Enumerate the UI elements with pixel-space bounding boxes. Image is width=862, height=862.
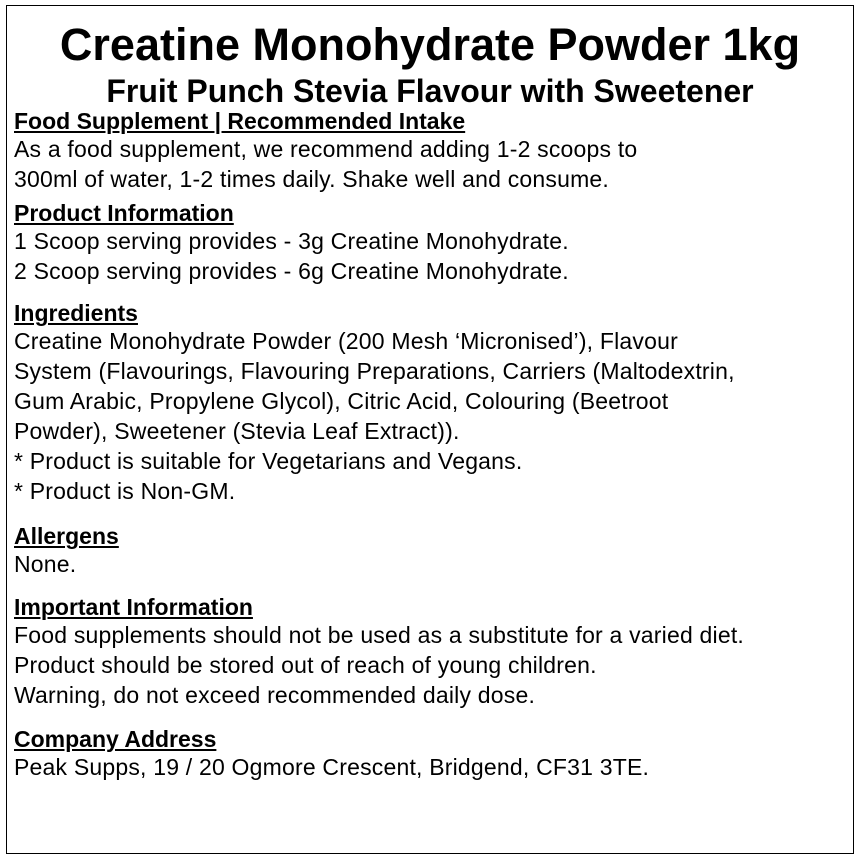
- product-title: Creatine Monohydrate Powder 1kg: [59, 19, 801, 70]
- section-company-address: [14, 726, 852, 782]
- section-heading: Company Address: [14, 726, 217, 752]
- section-line: 2 Scoop serving provides - 6g Creatine Monohydrate.: [14, 258, 569, 284]
- section-line: 1 Scoop serving provides - 3g Creatine Monohydrate.: [14, 228, 569, 254]
- section-recommended-intake: [14, 108, 852, 194]
- section-line: * Product is Non-GM.: [14, 478, 236, 504]
- section-line: Creatine Monohydrate Powder (200 Mesh ‘Micronised’), Flavour: [14, 328, 678, 354]
- section-line: None.: [14, 551, 77, 577]
- section-important-information: [14, 594, 852, 710]
- section-heading: Allergens: [14, 523, 119, 549]
- section-line: Peak Supps, 19 / 20 Ogmore Crescent, Bridgend, CF31 3TE.: [14, 754, 650, 780]
- section-heading: Food Supplement | Recommended Intake: [14, 108, 466, 134]
- section-allergens: [14, 523, 852, 579]
- section-line: Powder), Sweetener (Stevia Leaf Extract)).: [14, 418, 460, 444]
- section-ingredients: [14, 300, 852, 506]
- section-product-information: [14, 200, 852, 286]
- section-line: 300ml of water, 1-2 times daily. Shake well and consume.: [14, 166, 610, 192]
- section-heading: Ingredients: [14, 300, 138, 326]
- section-heading: Important Information: [14, 594, 253, 620]
- section-line: Food supplements should not be used as a substitute for a varied diet.: [14, 622, 744, 648]
- section-line: Warning, do not exceed recommended daily dose.: [14, 682, 536, 708]
- section-line: Gum Arabic, Propylene Glycol), Citric Acid, Colouring (Beetroot: [14, 388, 669, 414]
- product-subtitle: Fruit Punch Stevia Flavour with Sweetener: [106, 73, 754, 109]
- section-line: Product should be stored out of reach of young children.: [14, 652, 597, 678]
- product-label: [6, 5, 854, 854]
- section-heading: Product Information: [14, 200, 234, 226]
- section-line: As a food supplement, we recommend adding 1-2 scoops to: [14, 136, 638, 162]
- section-line: * Product is suitable for Vegetarians and Vegans.: [14, 448, 523, 474]
- section-line: System (Flavourings, Flavouring Preparations, Carriers (Maltodextrin,: [14, 358, 735, 384]
